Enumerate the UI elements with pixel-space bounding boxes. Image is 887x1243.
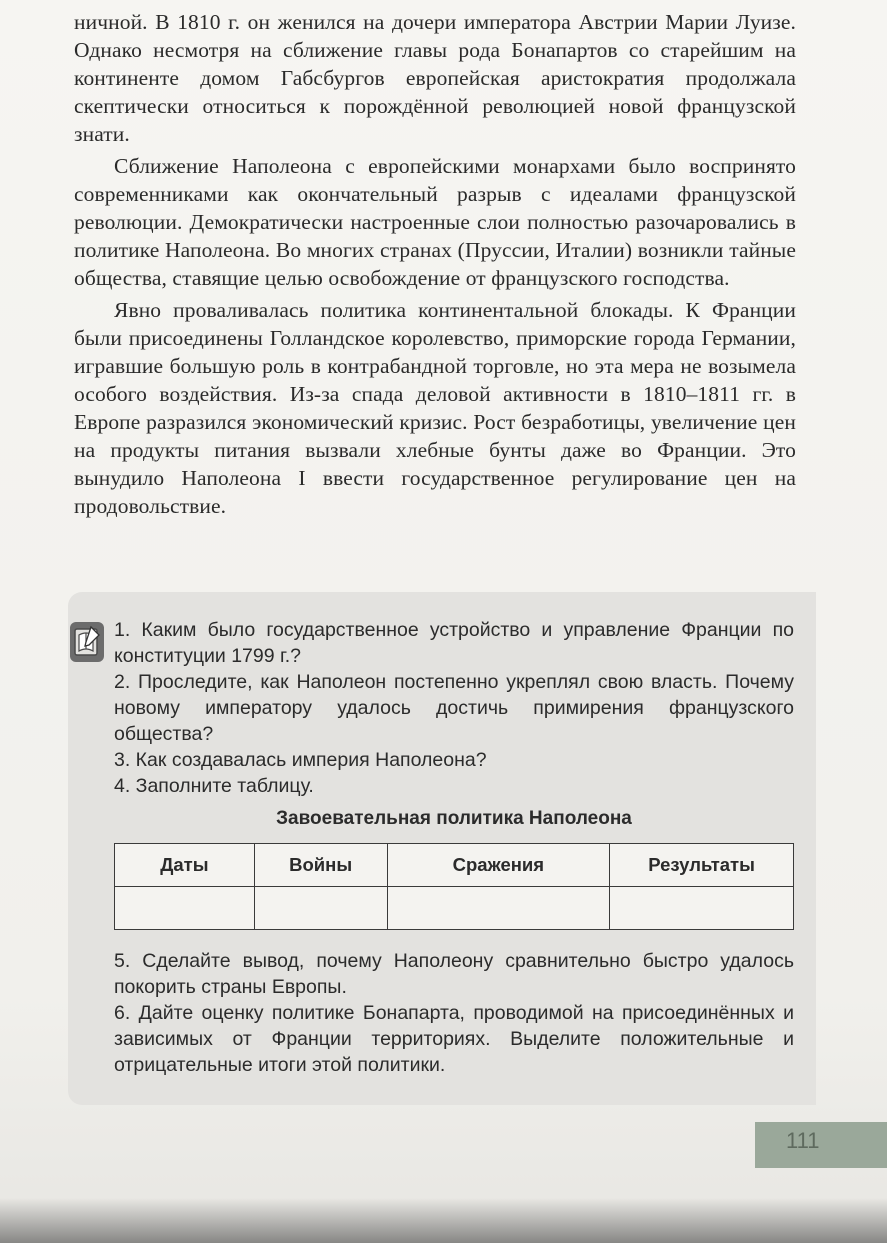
paragraph-3: Явно проваливалась политика континентальной блокады. К Франции были присоединены Голландское королевство, приморские города Германии, игравшие большую роль в контрабандной торговле, но эта мера не возымела особого воздействия. Из-за спада деловой активности в 1810–1811 гг. в Европе разразился экономический кризис. Рост безработицы, увеличение цен на продукты питания вызвали хлебные бунты даже во Франции. Это вынудило Наполеона I ввести государственное регулирование цен на продовольствие.: [74, 298, 796, 518]
header-wars: Войны: [254, 844, 387, 887]
napoleon-table: [114, 843, 794, 930]
table-title: Завоевательная политика Наполеона: [276, 808, 632, 829]
cell-dates: [115, 887, 255, 930]
cell-results: [610, 887, 794, 930]
question-1: 1. Каким было государственное устройство и управление Франции по конституции 1799 г.?: [114, 619, 794, 667]
header-results: Результаты: [610, 844, 794, 887]
question-3: 3. Как создавалась империя Наполеона?: [114, 749, 487, 771]
table-row: [115, 887, 794, 930]
paragraph-1: ничной. В 1810 г. он женился на дочери императора Австрии Марии Луизе. Однако несмотря на сближение главы рода Бонапартов со старейшим на континенте домом Габсбургов европейская аристократия продолжала скептически относиться к порождённой революцией новой французской знати.: [74, 10, 796, 146]
questions-icon: [69, 621, 105, 663]
cell-wars: [254, 887, 387, 930]
question-4: 4. Заполните таблицу.: [114, 775, 314, 797]
main-text: [74, 8, 796, 520]
page-number: 111: [786, 1128, 820, 1153]
question-5: 5. Сделайте вывод, почему Наполеону сравнительно быстро удалось покорить страны Европы.: [114, 950, 794, 998]
question-6: 6. Дайте оценку политике Бонапарта, проводимой на присоединённых и зависимых от Франции территориях. Выделите положительные и отрицательные итоги этой политики.: [114, 1002, 794, 1076]
questions-list-1: [114, 617, 794, 799]
questions-list-2: [114, 948, 794, 1078]
table-header-row: [115, 844, 794, 887]
header-battles: Сражения: [387, 844, 610, 887]
scan-shadow: [0, 1198, 887, 1243]
cell-battles: [387, 887, 610, 930]
paragraph-2: Сближение Наполеона с европейскими монархами было воспринято современниками как окончательный разрыв с идеалами французской революции. Демократически настроенные слои полностью разочаровались в политике Наполеона. Во многих странах (Пруссии, Италии) возникли тайные общества, ставящие целью освобождение от французского господства.: [74, 154, 796, 290]
page-number-tab: [755, 1122, 887, 1168]
header-dates: Даты: [115, 844, 255, 887]
question-2: 2. Проследите, как Наполеон постепенно укреплял свою власть. Почему новому императору удалось достичь примирения французского общества?: [114, 671, 794, 745]
